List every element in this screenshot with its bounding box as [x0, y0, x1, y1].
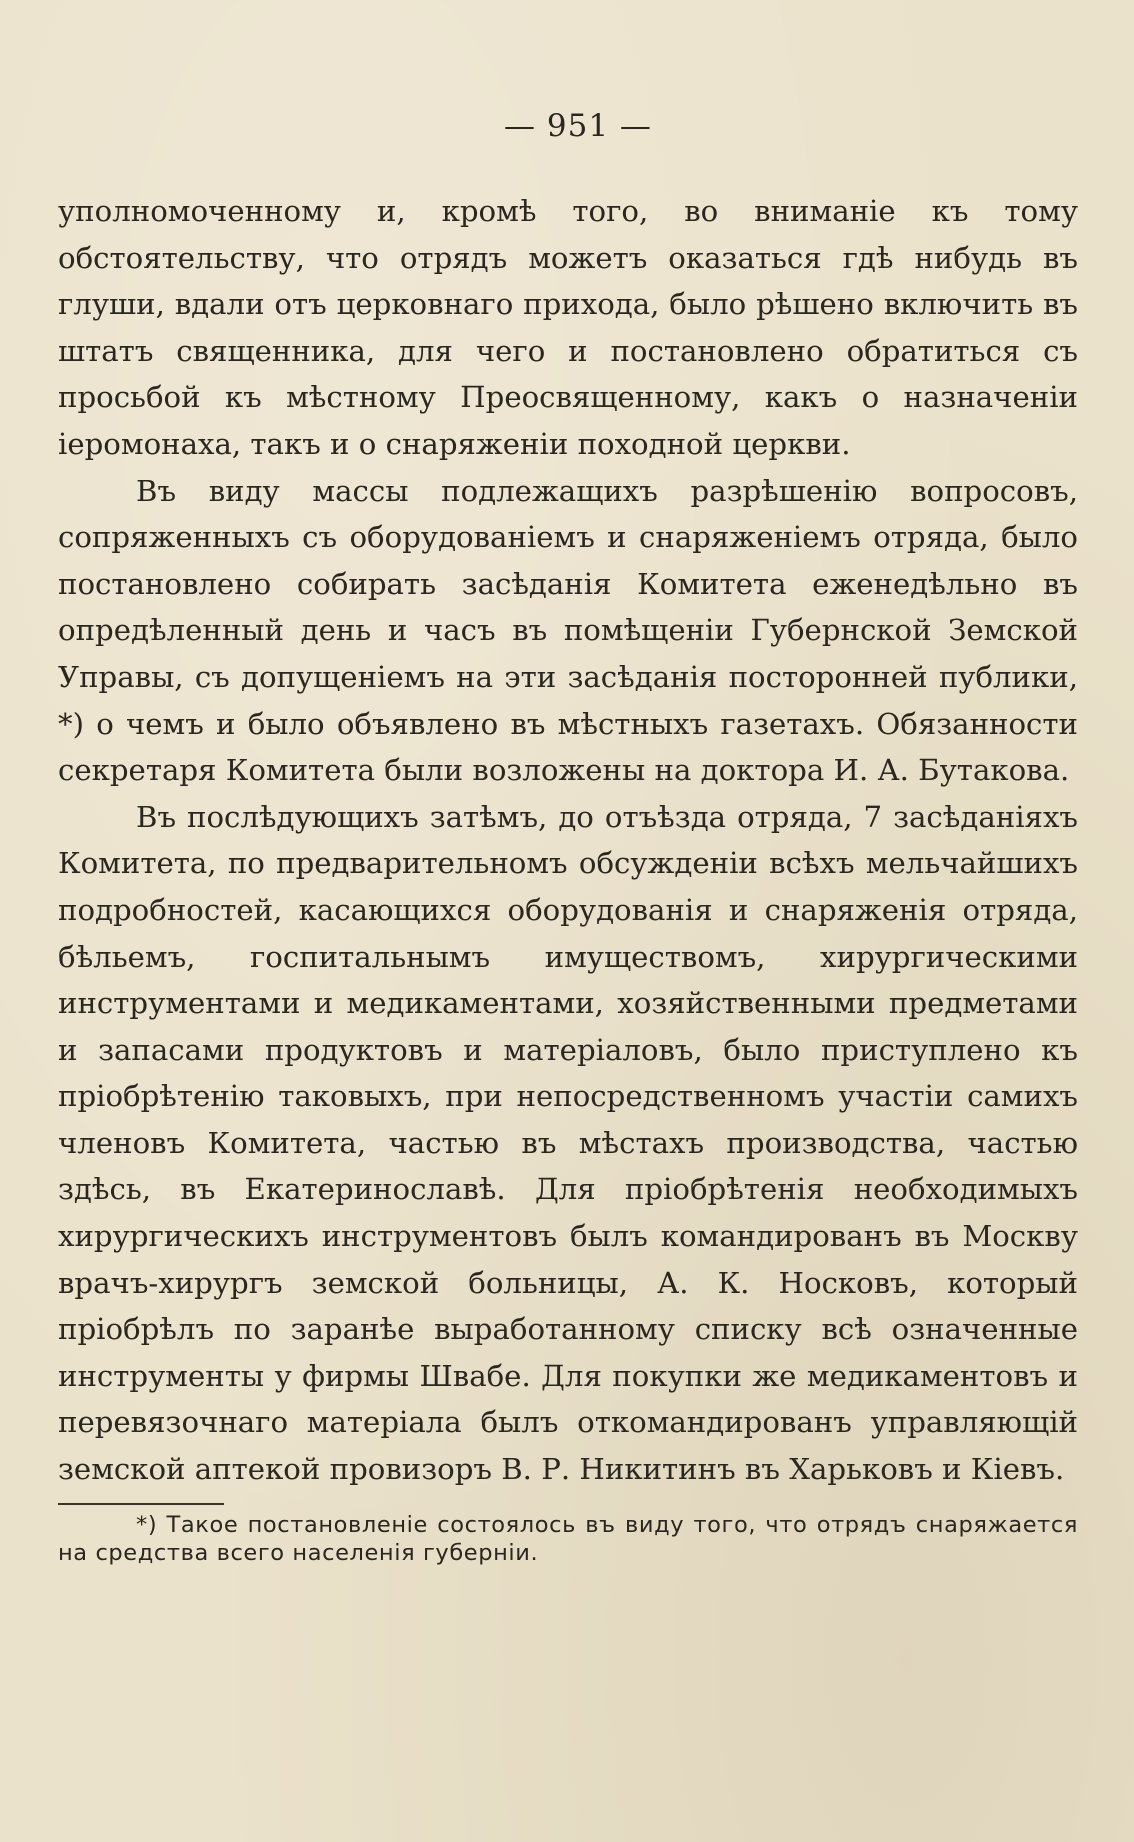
- paragraph-3: Въ послѣдующихъ затѣмъ, до отъѣзда отряда, 7 засѣданіяхъ Комитета, по предварительномъ обсужденіи всѣхъ мельчайшихъ подробностей, касающихся оборудованія и снаряженія отряда, бѣльемъ, госпитальнымъ имуществомъ, хирургическими инструментами и медикаментами, хозяйственными предметами и запасами продуктовъ и матеріаловъ, было приступлено къ пріобрѣтенію таковыхъ, при непосредственномъ участіи самихъ членовъ Комитета, частью въ мѣстахъ производства, частью здѣсь, въ Екатеринославѣ. Для пріобрѣтенія необходимыхъ хирургическихъ инструментовъ былъ командированъ въ Москву врачъ-хирургъ земской больницы, А. К. Носковъ, который пріобрѣлъ по заранѣе выработанному списку всѣ означенные инструменты у фирмы Швабе. Для покупки же медикаментовъ и перевязочнаго матеріала былъ откомандированъ управляющій земской аптекой провизоръ В. Р. Никитинъ въ Харьковъ и Кіевъ.: [58, 799, 1078, 1487]
- footnote-divider: [58, 1503, 224, 1505]
- footnote: *) Такое постановленіе состоялось въ виду того, что отрядъ снаряжается на средства всего населенія губерніи.: [58, 1511, 1078, 1566]
- paragraph-2: Въ виду массы подлежащихъ разрѣшенію вопросовъ, сопряженныхъ съ оборудованіемъ и снаряженіемъ отряда, было постановлено собирать засѣданія Комитета еженедѣльно въ опредѣленный день и часъ въ помѣщеніи Губернской Земской Управы, съ допущеніемъ на эти засѣданія посторонней публики, *) о чемъ и было объявлено въ мѣстныхъ газетахъ. Обязанности секретаря Комитета были возложены на доктора И. А. Бутакова.: [58, 473, 1078, 788]
- paragraph-1: уполномоченному и, кромѣ того, во вниманіе къ тому обстоятельству, что отрядъ можетъ оказаться гдѣ нибудь въ глуши, вдали отъ церковнаго прихода, было рѣшено включить въ штатъ священника, для чего и постановлено обратиться съ просьбой къ мѣстному Преосвященному, какъ о назначеніи іеромонаха, такъ и о снаряженіи походной церкви.: [58, 194, 1078, 461]
- page-number: — 951 —: [504, 108, 652, 144]
- body-text: [58, 188, 1078, 1493]
